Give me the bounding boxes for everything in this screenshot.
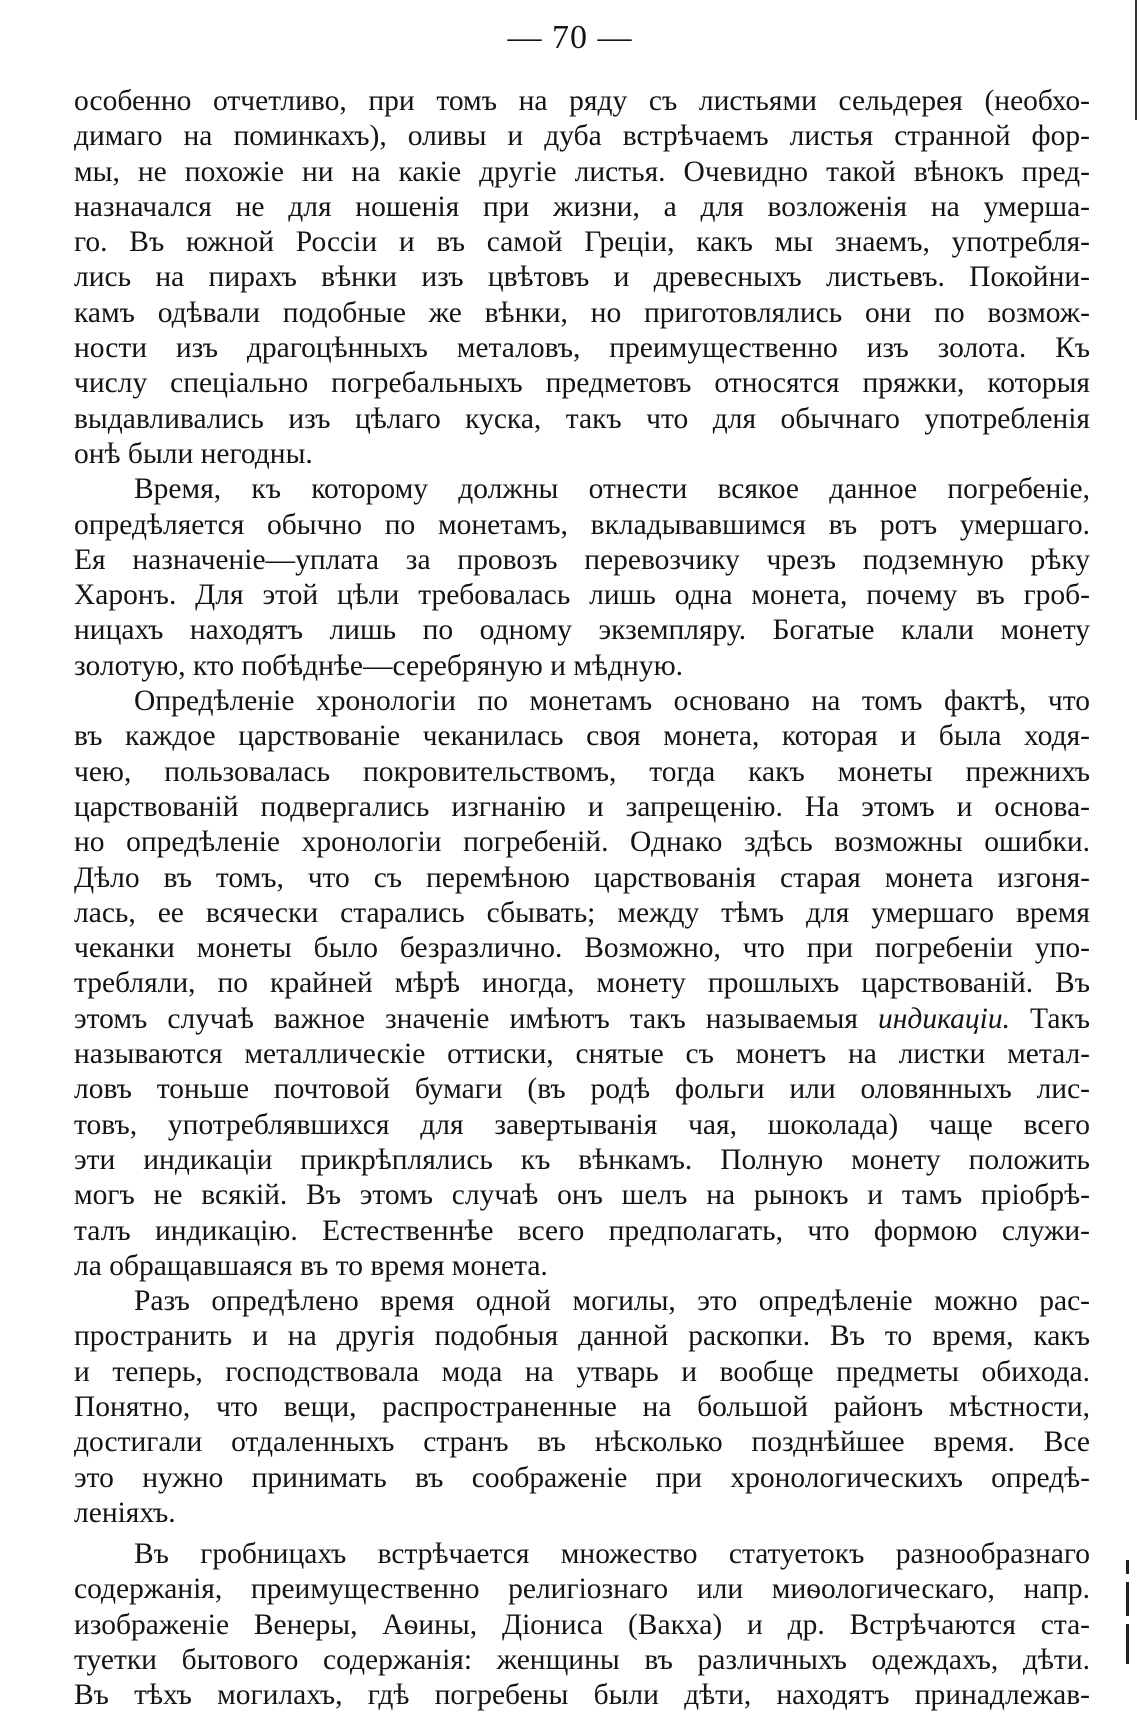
text-line: товъ, употреблявшихся для завертыванія чая, шоколада) чаще всего — [74, 1108, 1090, 1141]
text-line: леніяхъ. — [74, 1496, 176, 1529]
text-line: изображеніе Венеры, Аѳины, Діониса (Вакха) и др. Встрѣчаются ста- — [74, 1608, 1090, 1641]
text-line: Понятно, что вещи, распространенные на большой районъ мѣстности, — [74, 1390, 1090, 1423]
text-line: Въ тѣхъ могилахъ, гдѣ погребены были дѣти, находятъ принадлежав- — [74, 1679, 1090, 1712]
text-line: пространить и на другія подобныя данной раскопки. Въ то время, какъ — [74, 1320, 1090, 1353]
text-segment: этомъ случаѣ важное значеніе имѣютъ такъ называемыя — [74, 1002, 858, 1035]
text-line: димаго на поминкахъ), оливы и дуба встрѣчаемъ листья странной фор- — [74, 120, 1090, 153]
text-line: го. Въ южной Россіи и въ самой Греціи, какъ мы знаемъ, употребля- — [74, 226, 1090, 259]
text-line: требляли, по крайней мѣрѣ иногда, монету прошлыхъ царствованій. Въ — [74, 967, 1090, 1000]
text-line: это нужно принимать въ соображеніе при хронологическихъ опредѣ- — [74, 1461, 1090, 1494]
text-line: ла обращавшаяся въ то время монета. — [74, 1249, 548, 1282]
text-segment: Такъ — [1030, 1002, 1091, 1035]
text-line: туетки бытового содержанія: женщины въ различныхъ одеждахъ, дѣти. — [74, 1644, 1090, 1677]
text-line: особенно отчетливо, при томъ на ряду съ листьями сельдерея (необхо- — [74, 85, 1090, 117]
text-line: Опредѣленіе хронологіи по монетамъ основано на томъ фактѣ, что — [134, 685, 1090, 718]
text-line: камъ одѣвали подобные же вѣнки, но приготовлялись они по возмож- — [74, 296, 1090, 329]
paragraph-3 — [74, 684, 1090, 1284]
text-line: царствованій подвергались изгнанію и запрещенію. На этомъ и основа- — [74, 790, 1090, 823]
text-line: называются металлическіе оттиски, снятые съ монетъ на листки метал- — [74, 1038, 1090, 1071]
text-line: лась, ее всячески старались сбывать; между тѣмъ для умершаго время — [74, 896, 1090, 929]
text-line: эти индикаціи прикрѣплялись къ вѣнкамъ. Полную монету положить — [74, 1143, 1090, 1176]
text-line: Ея назначеніе—уплата за провозъ перевозчику чрезъ подземную рѣку — [74, 543, 1090, 576]
paragraph-5 — [74, 1537, 1090, 1713]
text-line: достигали отдаленныхъ странъ въ нѣсколько позднѣйшее время. Все — [74, 1426, 1090, 1459]
text-line: ловъ тоньше почтовой бумаги (въ родѣ фольги или оловянныхъ лис- — [74, 1073, 1090, 1106]
text-line: въ каждое царствованіе чеканилась своя монета, которая и была ходя- — [74, 720, 1090, 753]
paragraph-4 — [74, 1284, 1090, 1531]
text-line: но опредѣленіе хронологіи погребеній. Однако здѣсь возможны ошибки. — [74, 826, 1090, 859]
text-line: Время, къ которому должны отнести всякое данное погребеніе, — [134, 473, 1090, 506]
text-line: Въ гробницахъ встрѣчается множество статуетокъ разнообразнаго — [134, 1538, 1090, 1571]
text-line: мы, не похожіе ни на какіе другіе листья. Очевидно такой вѣнокъ пред- — [74, 155, 1090, 188]
paragraph-1 — [74, 84, 1090, 472]
paragraph-2 — [74, 472, 1090, 684]
text-line: выдавливались изъ цѣлаго куска, такъ что для обычнаго употребленія — [74, 402, 1090, 435]
text-line: чеканки монеты было безразлично. Возможно, что при погребеніи упо- — [74, 932, 1090, 965]
text-line: ности изъ драгоцѣнныхъ металовъ, преимущественно изъ золота. Къ — [74, 332, 1090, 365]
text-line: онѣ были негодны. — [74, 437, 313, 470]
text-line: золотую, кто побѣднѣе—серебряную и мѣдную. — [74, 649, 683, 682]
italic-term: индикаціи. — [878, 1002, 1010, 1035]
text-line-with-italic — [74, 1002, 1090, 1037]
edge-mark — [1126, 1560, 1129, 1574]
edge-mark — [1126, 1624, 1129, 1664]
text-line: Разъ опредѣлено время одной могилы, это опредѣленіе можно рас- — [134, 1285, 1090, 1318]
text-line: ницахъ находятъ лишь по одному экземпляру. Богатые клали монету — [74, 614, 1090, 647]
text-line: числу спеціально погребальныхъ предметовъ относятся пряжки, которыя — [74, 367, 1090, 400]
scan-edge-marks — [1126, 1560, 1129, 1670]
text-line: Дѣло въ томъ, что съ перемѣною царствованія старая монета изгоня- — [74, 861, 1090, 894]
body-text — [74, 84, 1090, 1714]
text-line: лись на пирахъ вѣнки изъ цвѣтовъ и древесныхъ листьевъ. Покойни- — [74, 261, 1090, 294]
text-line: содержанія, преимущественно религіознаго или миѳологическаго, напр. — [74, 1573, 1090, 1606]
text-line: могъ не всякій. Въ этомъ случаѣ онъ шелъ на рынокъ и тамъ пріобрѣ- — [74, 1179, 1090, 1212]
text-line: опредѣляется обычно по монетамъ, вкладывавшимся въ ротъ умершаго. — [74, 508, 1090, 541]
page-number: — 70 — — [507, 19, 633, 56]
edge-mark — [1126, 1582, 1129, 1616]
text-line: чею, пользовалась покровительствомъ, тогда какъ монеты прежнихъ — [74, 755, 1090, 788]
text-line: назначался не для ношенія при жизни, а для возложенія на умерша- — [74, 190, 1090, 223]
text-line: Харонъ. Для этой цѣли требовалась лишь одна монета, почему въ гроб- — [74, 579, 1090, 612]
text-line: и теперь, господствовала мода на утварь и вообще предметы обихода. — [74, 1355, 1090, 1388]
text-line: талъ индикацію. Естественнѣе всего предполагать, что формою служи- — [74, 1214, 1090, 1247]
